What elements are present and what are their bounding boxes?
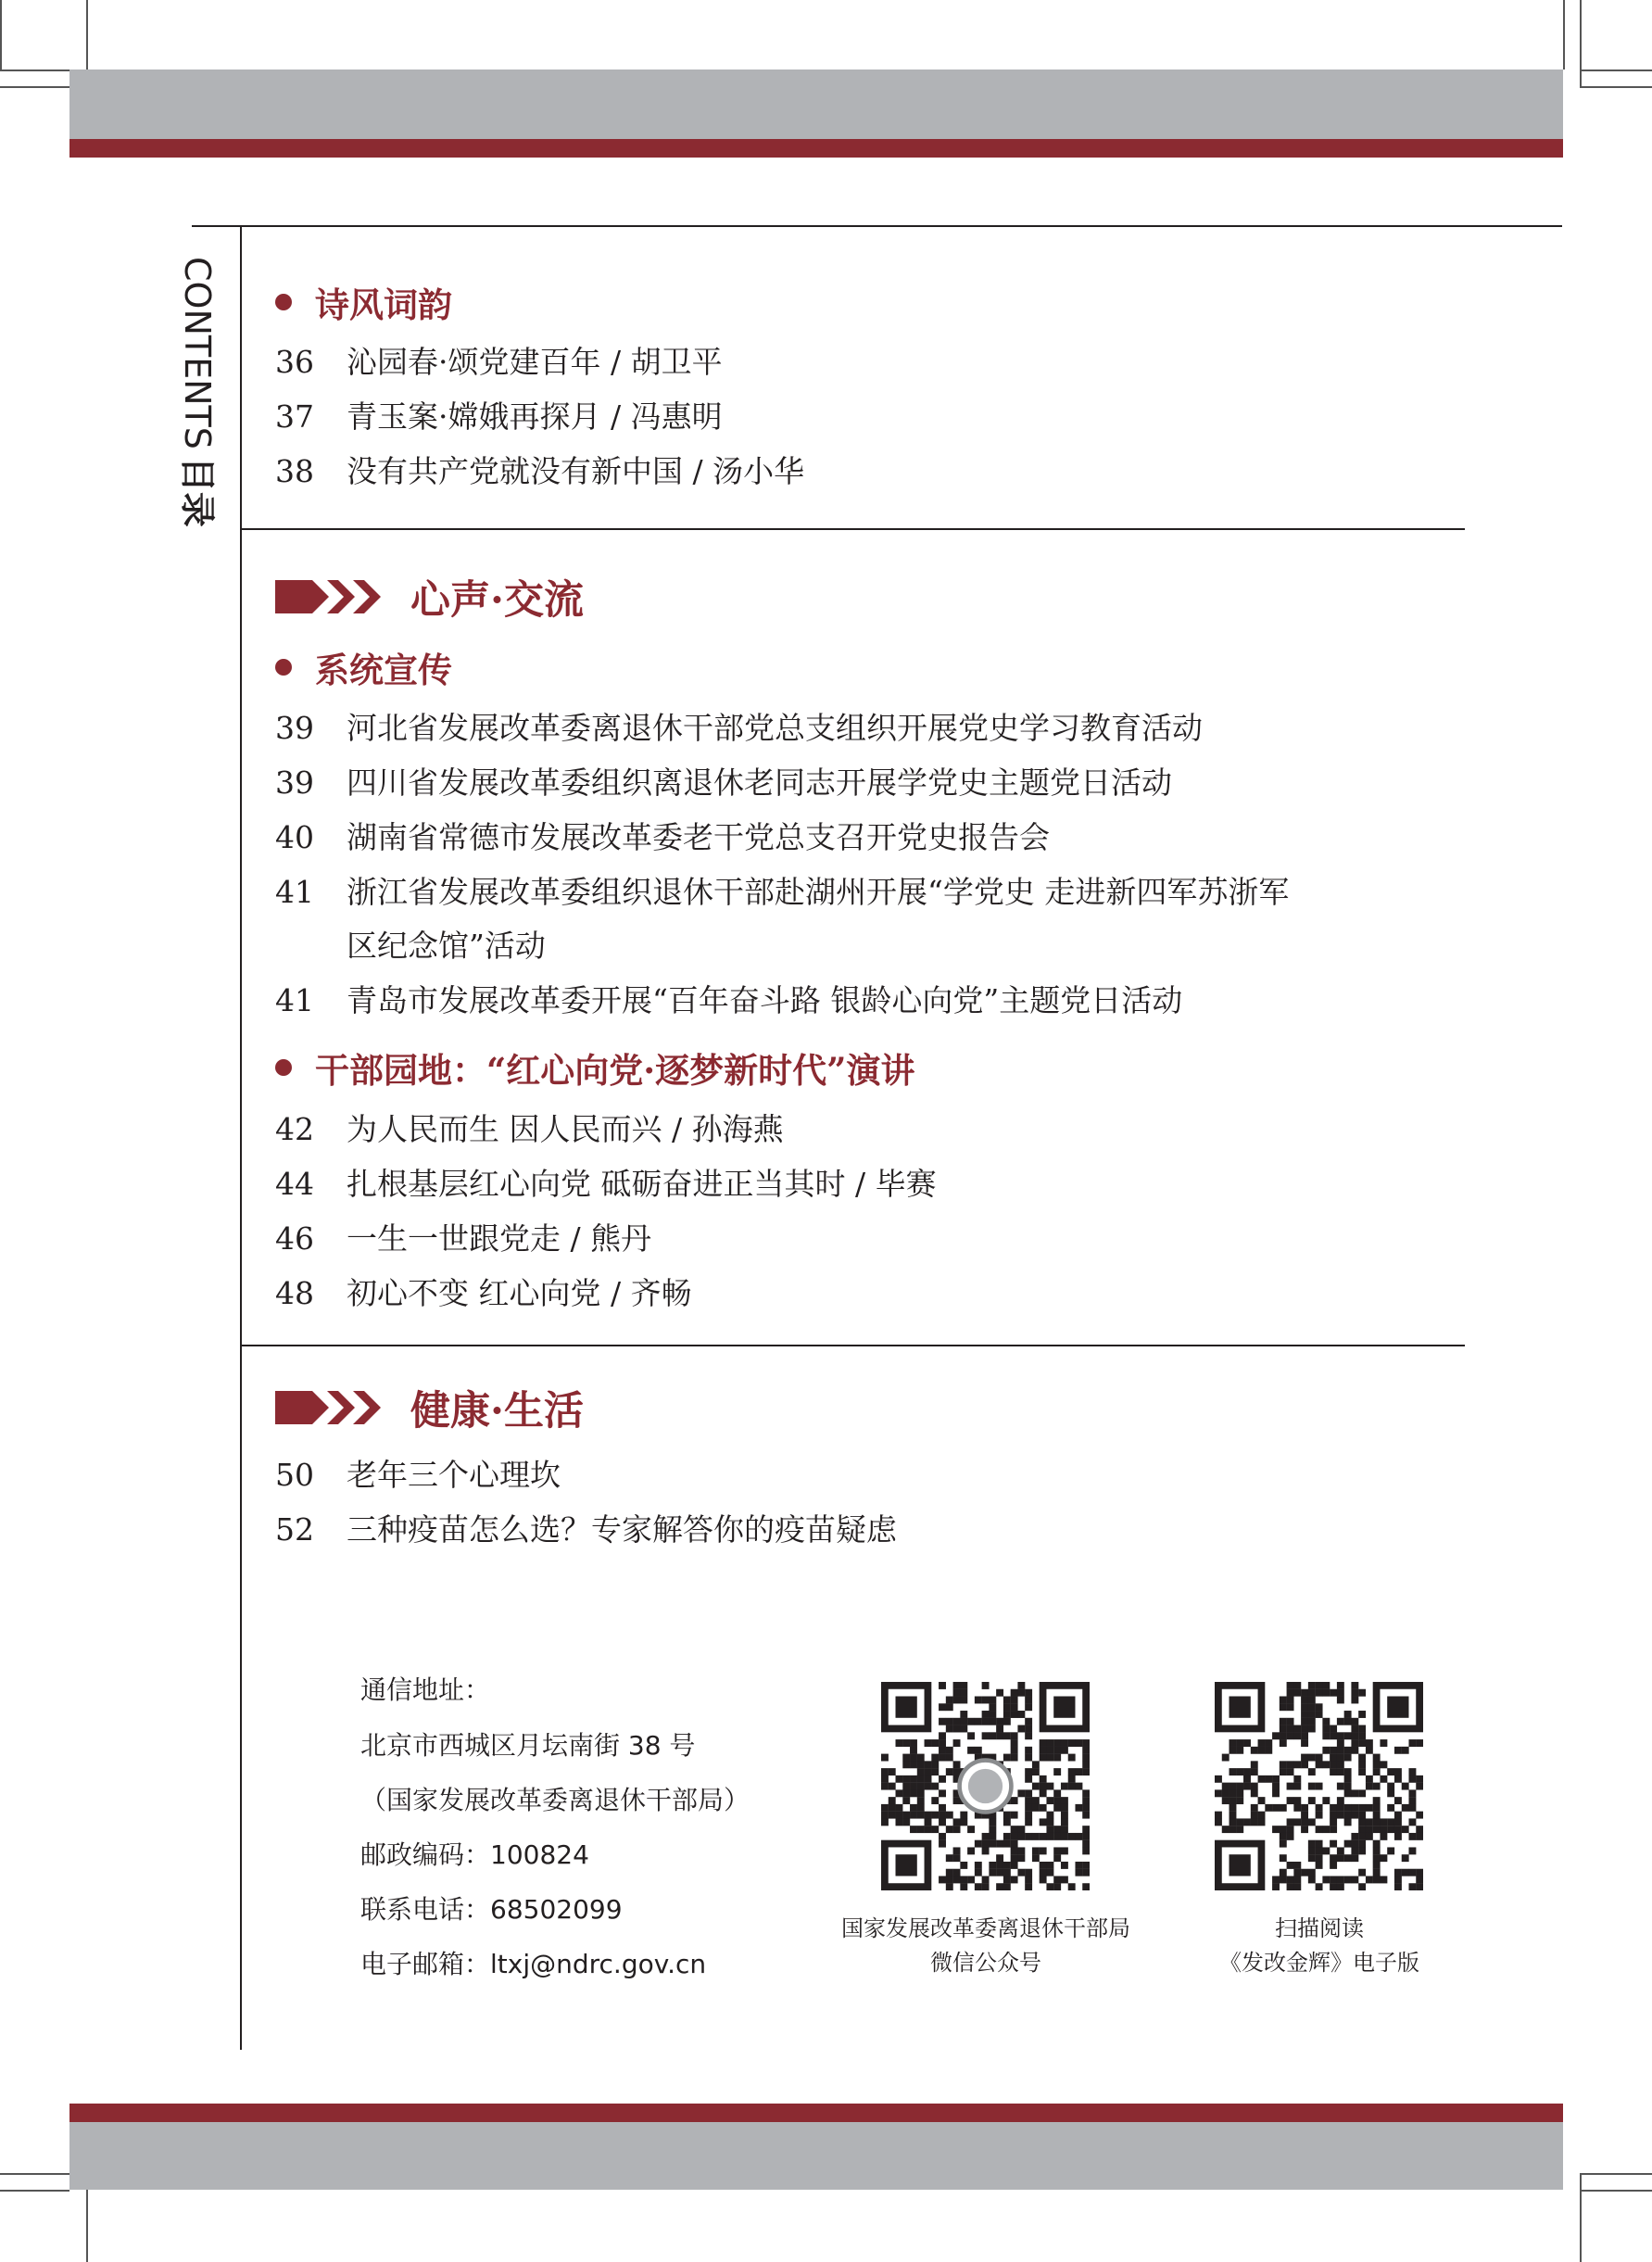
section-heading-propaganda <box>275 643 452 691</box>
article-title: 三种疫苗怎么选？专家解答你的疫苗疑虑 <box>347 1511 897 1548</box>
qr-caption-line: 微信公众号 <box>930 1950 1041 1976</box>
article-title: 浙江省发展改革委组织退休干部赴湖州开展“学党史 走进新四军苏浙军 <box>347 874 1290 910</box>
article-title: 初心不变 红心向党 / 齐畅 <box>347 1275 692 1311</box>
contact-phone: 联系电话：68502099 <box>360 1894 623 1925</box>
article-title: 青岛市发展改革委开展“百年奋斗路 银龄心向党”主题党日活动 <box>347 982 1183 1018</box>
article-title: 湖南省常德市发展改革委老干党总支召开党史报告会 <box>347 819 1050 855</box>
section-heading-label: 诗风词韵 <box>315 284 452 325</box>
section-heading-speeches <box>275 1043 914 1092</box>
footer-band <box>69 2122 1563 2190</box>
page-number: 42 <box>275 1111 314 1147</box>
qr-caption-ebook <box>1134 1912 1505 1980</box>
page-number: 52 <box>275 1511 314 1548</box>
article-title: 没有共产党就没有新中国 / 汤小华 <box>347 453 805 489</box>
page-number: 36 <box>275 344 314 380</box>
bullet-icon <box>275 1059 292 1076</box>
triple-arrow-icon <box>275 1390 388 1425</box>
wechat-qr-code[interactable] <box>881 1682 1090 1890</box>
footer-accent-stripe <box>69 2104 1563 2122</box>
bullet-icon <box>275 659 292 676</box>
contact-address: 北京市西城区月坛南街 38 号 <box>360 1730 696 1761</box>
section-heading-label: 干部园地：“红心向党·逐梦新时代”演讲 <box>315 1050 915 1091</box>
page-number: 37 <box>275 398 314 435</box>
article-title: 老年三个心理坎 <box>347 1457 561 1493</box>
contact-postcode: 邮政编码：100824 <box>360 1839 589 1870</box>
article-title-continued: 区纪念馆”活动 <box>347 928 546 964</box>
header-band <box>69 70 1563 139</box>
toc-divider-vertical <box>240 225 242 2050</box>
page-number: 39 <box>275 765 314 801</box>
contents-label <box>177 257 219 527</box>
article-title: 一生一世跟党走 / 熊丹 <box>347 1220 652 1257</box>
article-title: 四川省发展改革委组织离退休老同志开展学党史主题党日活动 <box>347 765 1172 801</box>
page-number: 41 <box>275 982 314 1018</box>
qr-caption-line: 扫描阅读 <box>1275 1915 1364 1941</box>
page-number: 50 <box>275 1457 314 1493</box>
page-number: 44 <box>275 1166 314 1202</box>
main-heading-label: 健康·生活 <box>410 1387 584 1434</box>
contact-email[interactable]: 电子邮箱：ltxj@ndrc.gov.cn <box>360 1949 707 1979</box>
main-heading-voices <box>275 569 584 625</box>
contact-address-label: 通信地址： <box>360 1674 491 1705</box>
triple-arrow-icon <box>275 579 388 614</box>
article-title: 青玉案·嫦娥再探月 / 冯惠明 <box>347 398 723 435</box>
page-number: 40 <box>275 819 314 855</box>
main-heading-label: 心声·交流 <box>410 576 584 624</box>
page-number: 46 <box>275 1220 314 1257</box>
qr-caption-wechat <box>801 1912 1171 1980</box>
bullet-icon <box>275 294 292 310</box>
page-number: 39 <box>275 710 314 746</box>
contact-organization: （国家发展改革委离退休干部局） <box>360 1785 750 1815</box>
page-number: 41 <box>275 874 314 910</box>
contents-label-cn: 目录 <box>177 456 219 527</box>
main-heading-health <box>275 1380 584 1435</box>
toc-entry[interactable] <box>275 866 1461 973</box>
section-heading-poetry <box>275 278 452 326</box>
header-accent-stripe <box>69 139 1563 158</box>
top-rule <box>192 225 1562 227</box>
ebook-qr-code[interactable] <box>1215 1682 1423 1890</box>
article-title: 沁园春·颂党建百年 / 胡卫平 <box>347 344 723 380</box>
section-rule <box>240 1345 1465 1346</box>
page-number: 38 <box>275 453 314 489</box>
contents-label-en: CONTENTS <box>177 257 218 449</box>
section-rule <box>240 528 1465 530</box>
qr-caption-line: 《发改金辉》电子版 <box>1219 1950 1419 1976</box>
qr-caption-line: 国家发展改革委离退休干部局 <box>841 1915 1130 1941</box>
section-heading-label: 系统宣传 <box>315 650 452 690</box>
article-title: 河北省发展改革委离退休干部党总支组织开展党史学习教育活动 <box>347 710 1203 746</box>
article-title: 为人民而生 因人民而兴 / 孙海燕 <box>347 1111 784 1147</box>
page-number: 48 <box>275 1275 314 1311</box>
article-title: 扎根基层红心向党 砥砺奋进正当其时 / 毕赛 <box>347 1166 937 1202</box>
